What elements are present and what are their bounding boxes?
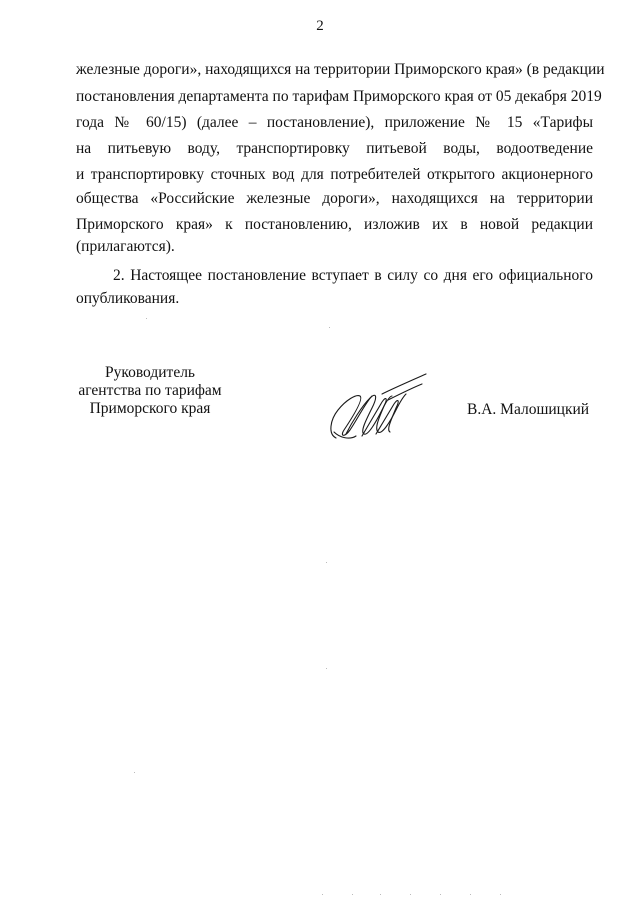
paragraph-1-line: постановления департамента по тарифам Приморского края от 05 декабря 2019 xyxy=(76,88,602,105)
scan-speck xyxy=(326,562,327,563)
paragraph-2-line: опубликования. xyxy=(76,290,180,307)
scan-speck xyxy=(500,894,501,895)
scan-speck xyxy=(146,318,147,319)
scan-speck xyxy=(380,894,381,895)
page-number: 2 xyxy=(316,18,324,34)
scan-speck xyxy=(134,772,135,773)
paragraph-1-line: на питьевую воду, транспортировку питьевой воды, водоотведение xyxy=(76,140,593,157)
signatory-title-line: Руководитель xyxy=(104,364,196,381)
signature-icon xyxy=(322,372,432,444)
signer-name: В.А. Малошицкий xyxy=(467,401,590,418)
paragraph-1-line: Приморского края» к постановлению, изложив их в новой редакции xyxy=(76,216,593,233)
paragraph-2-line: 2. Настоящее постановление вступает в силу со дня его официального xyxy=(113,267,593,284)
scan-speck xyxy=(470,894,471,895)
scan-speck xyxy=(322,894,323,895)
scan-speck xyxy=(329,327,330,328)
scan-speck xyxy=(326,668,327,669)
signatory-title-line: агентства по тарифам xyxy=(78,382,222,399)
signatory-title-line: Приморского края xyxy=(89,400,211,417)
paragraph-1-line: общества «Российские железные дороги», находящихся на территории xyxy=(76,190,593,207)
scan-speck xyxy=(440,894,441,895)
scan-speck xyxy=(410,894,411,895)
paragraph-1-line: железные дороги», находящихся на территории Приморского края» (в редакции xyxy=(76,61,605,78)
signatory-title-block xyxy=(70,364,230,418)
paragraph-1-line: (прилагаются). xyxy=(76,238,175,255)
paragraph-1-line: и транспортировку сточных вод для потребителей открытого акционерного xyxy=(76,166,593,183)
paragraph-1-line: года № 60/15) (далее – постановление), приложение № 15 «Тарифы xyxy=(76,114,593,131)
scan-speck xyxy=(352,894,353,895)
